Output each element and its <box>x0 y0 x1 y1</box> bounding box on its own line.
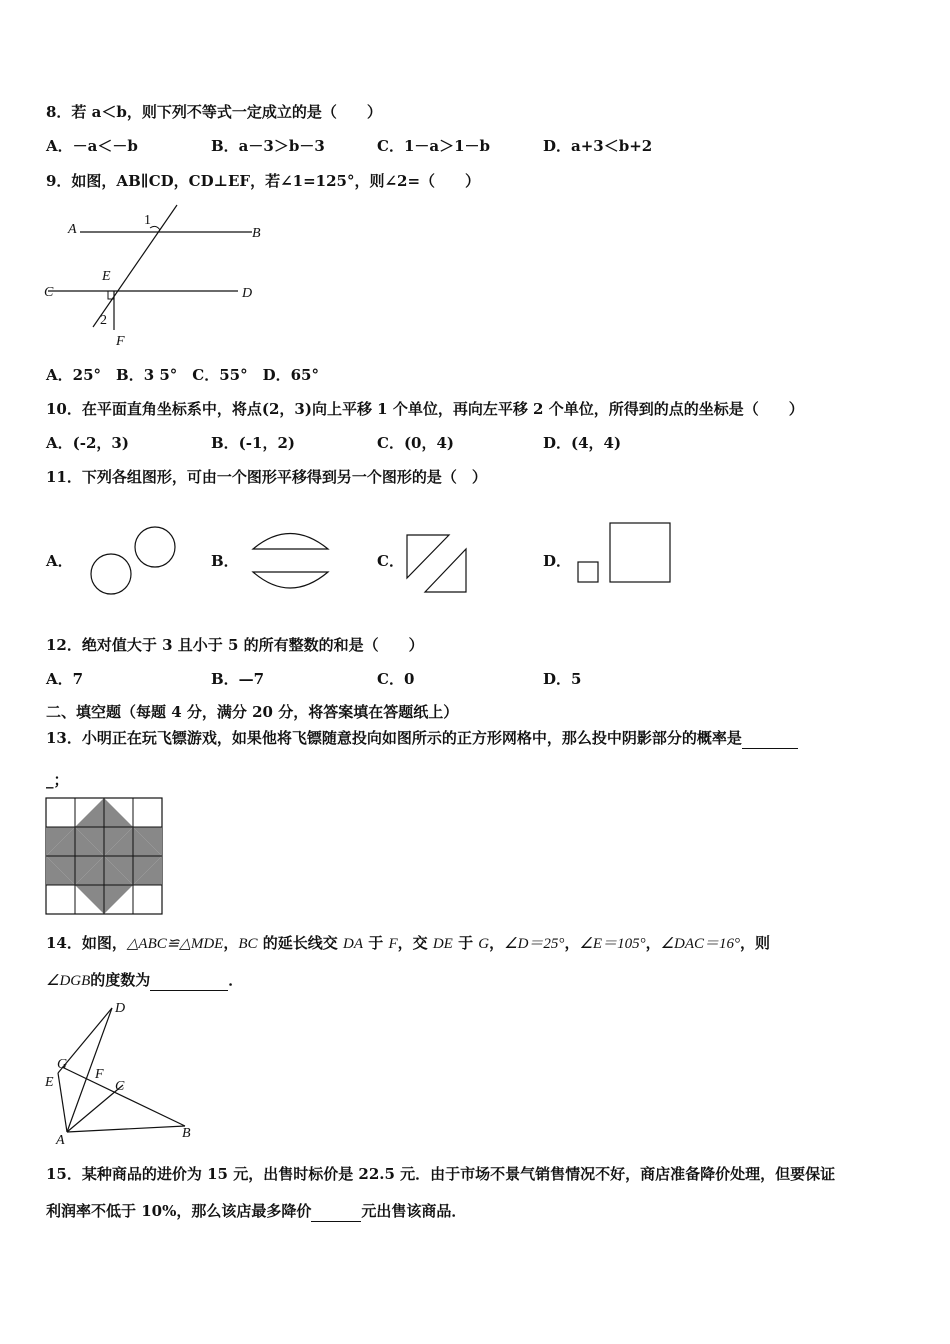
q13-grid-figure <box>45 797 165 917</box>
q14-text-5: ，交 <box>397 934 433 952</box>
q14-label-c: C <box>115 1079 125 1094</box>
q9-figure <box>40 200 280 355</box>
q14-text-8: ， <box>564 934 580 952</box>
q14-congruence: △ABC≌△MDE <box>126 936 224 952</box>
q9-options: A．25° B．3 5° C．55° D．65° <box>46 366 319 384</box>
q9-label-c: C <box>44 285 54 300</box>
q10-stem: 10．在平面直角坐标系中，将点(2，3)向上平移 1 个单位，再向左平移 2 个单位，所得到的点的坐标是（ ） <box>46 400 804 418</box>
q14-label-a: A <box>56 1133 65 1148</box>
q9-label-a: A <box>68 222 77 237</box>
q14-angle-d: ∠D＝25° <box>504 936 565 952</box>
q14-line2 <box>46 970 243 991</box>
q14-f: F <box>388 936 398 952</box>
q11-figure-d-squares <box>575 520 675 585</box>
q14-label-b: B <box>182 1126 191 1141</box>
q10-option-c: C．(0，4) <box>377 434 455 452</box>
q15-text-a: 利润率不低于 10%，那么该店最多降价 <box>46 1202 312 1220</box>
q13-stem-text: 13．小明正在玩飞镖游戏，如果他将飞镖随意投向如图所示的正方形网格中，那么投中阴影部分的概率是 <box>46 729 742 747</box>
q11-figure-a-circles <box>85 525 180 600</box>
q14-figure <box>40 995 210 1148</box>
q11-option-d: D． <box>543 552 572 570</box>
q12-option-d: D．5 <box>543 670 582 688</box>
q14-label-g: G <box>57 1057 68 1072</box>
q9-label-b: B <box>252 226 261 241</box>
q15-line2 <box>46 1201 466 1222</box>
q9-label-2: 2 <box>100 313 107 328</box>
q12-option-a: A．7 <box>46 670 84 688</box>
q14-angle-e: ∠E＝105° <box>579 936 646 952</box>
q9-label-1: 1 <box>144 213 151 228</box>
q10-option-d: D．(4，4) <box>543 434 622 452</box>
q8-stem: 8．若 a＜b，则下列不等式一定成立的是（ ） <box>46 103 382 121</box>
q14-text-2: ， <box>223 934 239 952</box>
q12-option-b: B．—7 <box>211 670 265 688</box>
q14-g: G <box>478 936 490 952</box>
q11-option-b: B． <box>211 552 239 570</box>
q14-label-f: F <box>95 1067 104 1082</box>
q14-stem <box>46 933 770 954</box>
q14-de: DE <box>432 936 453 952</box>
q11-figure-c-triangles <box>404 532 474 597</box>
q14-da: DA <box>342 936 363 952</box>
q8-option-c: C．1－a＞1－b <box>377 137 491 155</box>
q14-answer-blank <box>150 970 228 991</box>
q12-stem: 12．绝对值大于 3 且小于 5 的所有整数的和是（ ） <box>46 636 424 654</box>
q9-label-d: D <box>242 286 253 301</box>
q9-stem: 9．如图，AB∥CD，CD⊥EF，若∠1=125°，则∠2=（ ） <box>46 172 481 190</box>
q8-option-b: B．a－3＞b－3 <box>211 137 325 155</box>
q14-angle-dgb: ∠DGB <box>46 973 91 989</box>
q13-answer-blank <box>742 728 798 749</box>
q14-text-line2: 的度数为 <box>90 971 151 989</box>
q13-stem <box>46 728 798 749</box>
q8-option-a: A．－a＜－b <box>46 137 138 155</box>
q14-end: ． <box>228 971 244 989</box>
q14-text-9: ， <box>645 934 661 952</box>
q14-text-6: 于 <box>452 934 479 952</box>
q11-figure-b-segments <box>248 526 338 596</box>
q10-option-a: A．(-2，3) <box>46 434 129 452</box>
q8-option-d: D．a+3＜b+2 <box>543 137 653 155</box>
section2-title: 二、填空题（每题 4 分，满分 20 分，将答案填在答题纸上） <box>46 703 459 721</box>
q15-text-b: 元出售该商品． <box>361 1202 467 1220</box>
q14-text-3: 的延长线交 <box>257 934 343 952</box>
q14-text-1: 14．如图， <box>46 934 127 952</box>
q14-label-d: D <box>115 1001 126 1016</box>
q14-angle-dac: ∠DAC＝16° <box>660 936 741 952</box>
q14-text-4: 于 <box>362 934 389 952</box>
q11-stem: 11．下列各组图形，可由一个图形平移得到另一个图形的是（ ） <box>46 468 487 486</box>
q14-text-7: ， <box>489 934 505 952</box>
q15-line1: 15．某种商品的进价为 15 元，出售时标价是 22.5 元．由于市场不景气销售情况不好，商店准备降价处理，但要保证 <box>46 1165 836 1183</box>
q12-option-c: C．0 <box>377 670 415 688</box>
q13-tail: _； <box>46 771 69 789</box>
q15-answer-blank <box>311 1201 361 1222</box>
q11-option-c: C． <box>377 552 404 570</box>
q14-label-e: E <box>45 1075 54 1090</box>
q14-text-10: ，则 <box>740 934 771 952</box>
q11-option-a: A． <box>46 552 73 570</box>
q10-option-b: B．(-1，2) <box>211 434 295 452</box>
q14-bc: BC <box>238 936 258 952</box>
q9-label-f: F <box>116 334 125 349</box>
q9-label-e: E <box>102 269 111 284</box>
